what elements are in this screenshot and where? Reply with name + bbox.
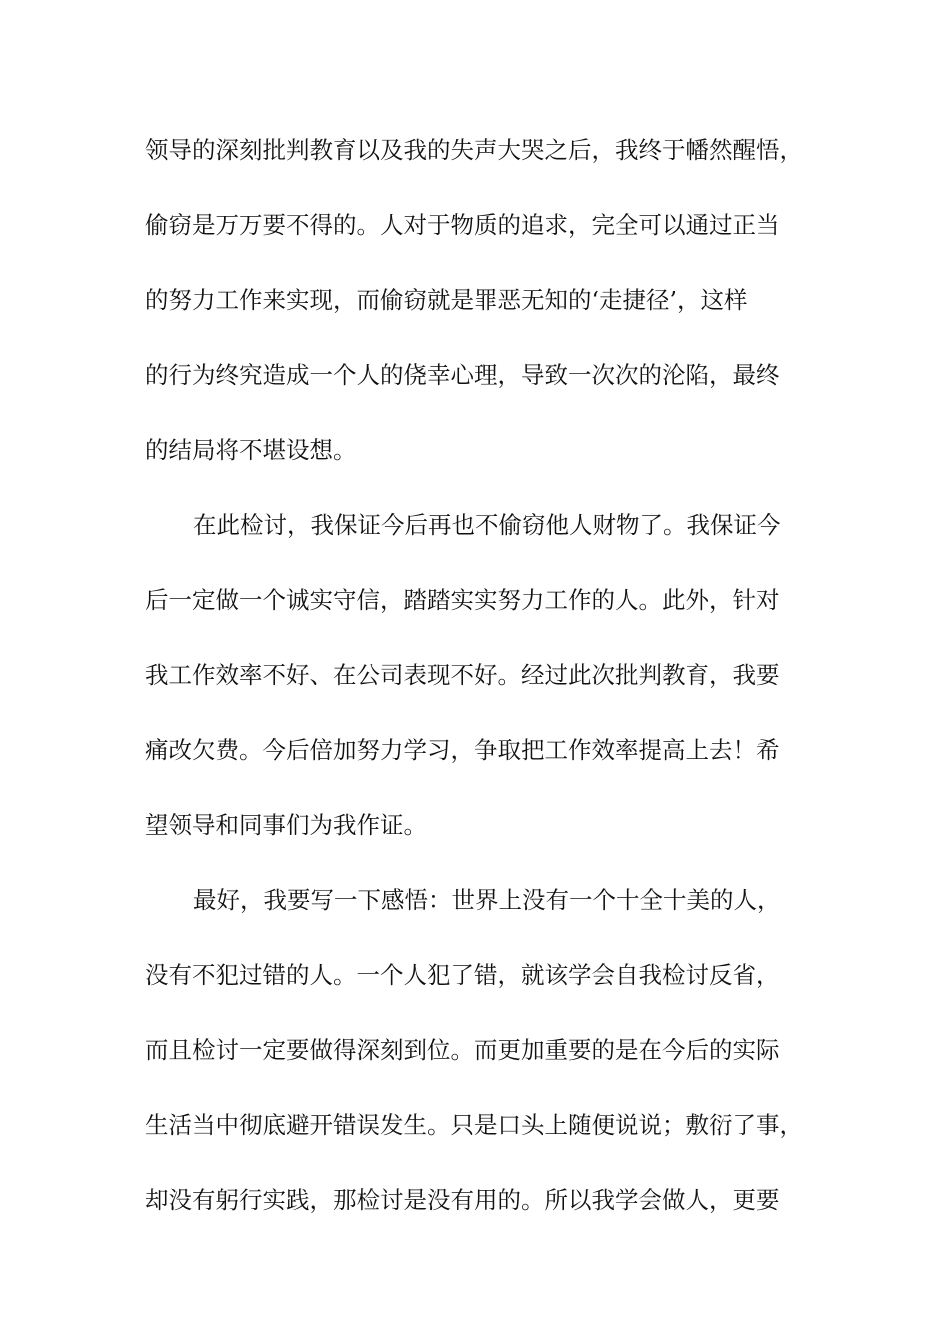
text-line: 生活当中彻底避开错误发生。只是口头上随便说说；敷衍了事， — [145, 1111, 803, 1139]
text-line: 的行为终究造成一个人的侥幸心理，导致一次次的沦陷，最终 — [145, 361, 780, 389]
text-line: 偷窃是万万要不得的。人对于物质的追求，完全可以通过正当 — [145, 211, 780, 239]
text-line: 的努力工作来实现，而偷窃就是罪恶无知的‘走捷径’，这样 — [145, 286, 748, 314]
text-line: 领导的深刻批判教育以及我的失声大哭之后，我终于幡然醒悟， — [145, 136, 803, 164]
text-line: 后一定做一个诚实守信，踏踏实实努力工作的人。此外，针对 — [145, 586, 780, 614]
text-line: 我工作效率不好、在公司表现不好。经过此次批判教育，我要 — [145, 661, 780, 689]
text-line: 望领导和同事们为我作证。 — [145, 811, 427, 839]
document-body — [145, 126, 835, 1251]
text-line: 的结局将不堪设想。 — [145, 436, 357, 464]
paragraph-start-line: 在此检讨，我保证今后再也不偷窃他人财物了。我保证今 — [193, 511, 781, 539]
text-line: 痛改欠费。今后倍加努力学习，争取把工作效率提高上去！希 — [145, 736, 780, 764]
text-line: 没有不犯过错的人。一个人犯了错，就该学会自我检讨反省， — [145, 961, 780, 989]
text-line: 却没有躬行实践，那检讨是没有用的。所以我学会做人，更要 — [145, 1186, 780, 1214]
text-line: 而且检讨一定要做得深刻到位。而更加重要的是在今后的实际 — [145, 1036, 780, 1064]
paragraph-start-line: 最好，我要写一下感悟：世界上没有一个十全十美的人， — [193, 886, 781, 914]
